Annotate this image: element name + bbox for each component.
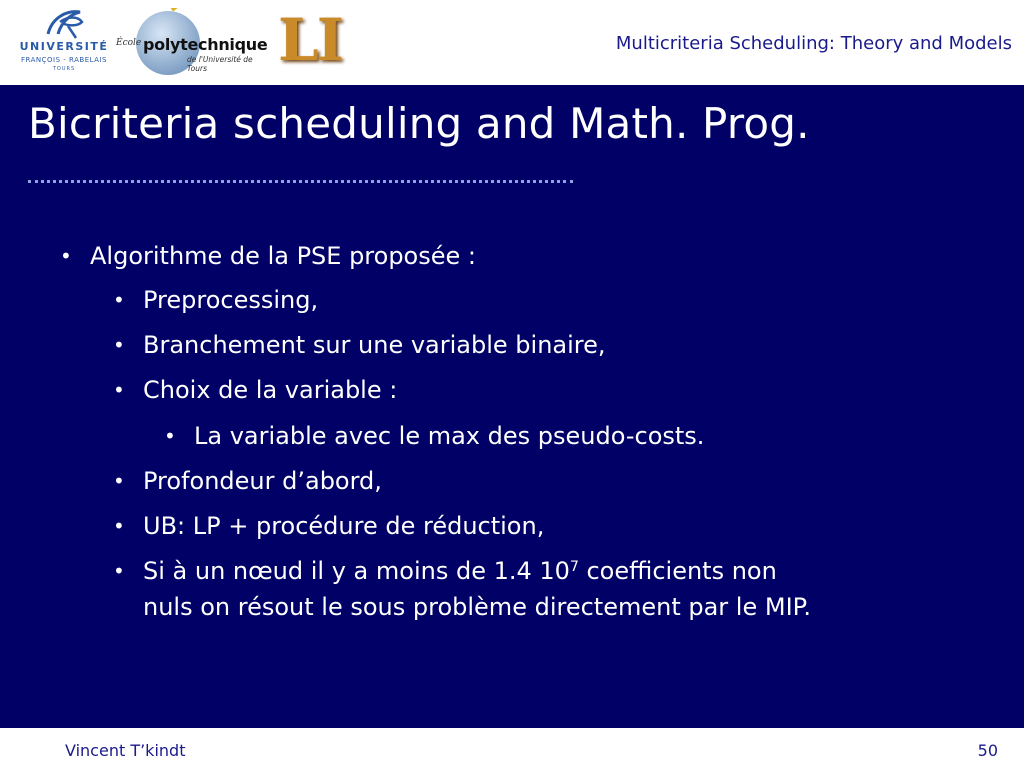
- bullet-dot-icon: •: [113, 514, 125, 538]
- polytechnique-logo: [114, 8, 270, 78]
- title-dotted-rule: [28, 180, 573, 183]
- footer-divider: [0, 725, 1024, 728]
- bullet-item: • Si à un nœud il y a moins de 1.4 $10^7$ coefficients non: [113, 557, 777, 585]
- bullet-dot-icon: •: [113, 469, 125, 493]
- poly-sub: de l'Université de Tours: [187, 55, 253, 73]
- bullet-dot-icon: •: [60, 244, 72, 268]
- bullet-dot-icon: •: [113, 559, 125, 583]
- bullet-item: • UB: LP + procédure de réduction,: [113, 512, 545, 540]
- slide-footer: [0, 725, 1024, 768]
- bullet-dot-icon: •: [113, 288, 125, 312]
- bullet-item: • Preprocessing,: [113, 286, 319, 314]
- bullet-item: • Algorithme de la PSE proposée :: [60, 242, 476, 270]
- slide-body: [0, 85, 1024, 725]
- footer-author: Vincent T’kindt: [65, 741, 186, 760]
- bullet-item: • La variable avec le max des pseudo-costs.: [164, 422, 705, 450]
- bullet-dot-icon: •: [113, 333, 125, 357]
- bullet-item: • Profondeur d’abord,: [113, 467, 382, 495]
- universite-emblem-icon: [18, 4, 110, 44]
- universite-tours-logo: [18, 4, 110, 80]
- poly-ecole: École: [116, 38, 142, 48]
- slide-title: Bicriteria scheduling and Math. Prog.: [28, 99, 810, 148]
- univ-city: TOURS: [52, 66, 76, 72]
- presentation-title: Multicriteria Scheduling: Theory and Models: [615, 33, 1012, 54]
- bullet-item: • Branchement sur une variable binaire,: [113, 331, 606, 359]
- page-number: 50: [977, 741, 998, 760]
- univ-subname: FRANÇOIS - RABELAIS: [21, 56, 107, 64]
- poly-name: polytechnique: [143, 35, 268, 54]
- univ-name: UNIVERSITÉ: [19, 40, 109, 53]
- bullet-continuation: nuls on résout le sous problème directement par le MIP.: [143, 593, 812, 621]
- li-logo: [276, 6, 356, 78]
- bullet-dot-icon: •: [113, 378, 125, 402]
- bullet-item: • Choix de la variable :: [113, 376, 398, 404]
- bullet-dot-icon: •: [164, 424, 176, 448]
- li-logo-text: LI: [278, 6, 342, 74]
- superscript-exponent: 7: [569, 559, 579, 575]
- slide-header: [0, 0, 1024, 85]
